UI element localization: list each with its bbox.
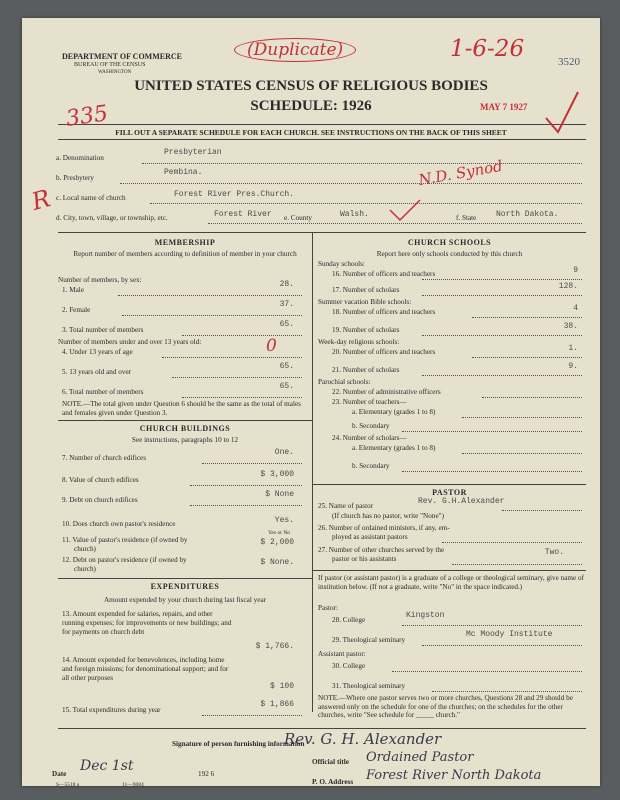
form-number: 3520 bbox=[558, 56, 580, 68]
department-heading: DEPARTMENT OF COMMERCE bbox=[62, 52, 183, 61]
schools-q17-label: 17. Number of scholars bbox=[332, 286, 400, 294]
schools-q17-value: 128. bbox=[558, 282, 578, 291]
expenditures-salaries-label: 13. Amount expended for salaries, repairs, and other running expenses; for improvements or new buildings; and for payments on church debt bbox=[62, 610, 232, 636]
buildings-title: CHURCH BUILDINGS bbox=[139, 424, 231, 433]
membership-under13-label: 4. Under 13 years of age bbox=[62, 348, 133, 356]
po-address-value: Forest River North Dakota bbox=[366, 768, 542, 783]
pastor-q28-value: Kingston bbox=[406, 611, 445, 620]
expenditures-benevolences-label: 14. Amount expended for benevolences, including home and foreign missions; for denominational support; and for all other purposes bbox=[62, 656, 229, 682]
schools-q24b-label: b. Secondary bbox=[352, 462, 390, 470]
state-value: North Dakota. bbox=[496, 210, 559, 219]
city-heading: WASHINGTON bbox=[98, 70, 132, 75]
pastor-q25-value: Rev. G.H.Alexander bbox=[418, 497, 505, 506]
instruction-line: FILL OUT A SEPARATE SCHEDULE FOR EACH CHURCH. SEE INSTRUCTIONS ON THE BACK OF THIS SHEET bbox=[115, 128, 507, 137]
schools-q20-value: 1. bbox=[568, 344, 578, 353]
pastor-q27-label: 27. Number of other churches served by the bbox=[318, 546, 445, 554]
buildings-intro: See instructions, paragraphs 10 to 12 bbox=[131, 436, 239, 444]
schools-q19-label: 19. Number of scholars bbox=[332, 326, 400, 334]
form-code: S—5518 a bbox=[56, 782, 80, 788]
pastor-q25-note: (If church has no pastor, write "None") bbox=[332, 512, 444, 520]
form-subtitle: SCHEDULE: 1926 bbox=[250, 98, 372, 114]
membership-female-value: 37. bbox=[279, 300, 294, 309]
pastor-graduate-instruction: If pastor (or assistant pastor) is a graduate of a college or theological seminary, give name of institution below. (If not a graduate, write "No" in the space indicated.) bbox=[318, 574, 584, 591]
membership-total2-value: 65. bbox=[279, 382, 294, 391]
schools-q16-label: 16. Number of officers and teachers bbox=[332, 270, 436, 278]
date-annotation: 1-6-26 bbox=[450, 36, 525, 62]
expenditures-salaries-value: $ 1,766. bbox=[255, 642, 294, 651]
pastor-heading: Pastor: bbox=[318, 604, 338, 612]
official-title-value: Ordained Pastor bbox=[366, 750, 474, 765]
buildings-debt-label: 9. Debt on church edifices bbox=[62, 496, 138, 504]
pastor-q26-label2: ployed as assistant pastors bbox=[332, 533, 408, 541]
schools-q24a-label: a. Elementary (grades 1 to 8) bbox=[352, 444, 436, 452]
schools-q16-value: 9 bbox=[573, 266, 578, 275]
pastor-q27-label2: pastor or his assistants bbox=[332, 555, 397, 563]
pastor-note: NOTE.—Where one pastor serves two or more churches, Questions 28 and 29 should be answered only on the schedule for one of the churches; on the schedules for the other churches, write "See schedule for _____ church." bbox=[318, 694, 573, 719]
denomination-value: Presbyterian bbox=[164, 148, 222, 157]
buildings-edifices-label: 7. Number of church edifices bbox=[62, 454, 147, 462]
membership-age-heading: Number of members under and over 13 years old: bbox=[58, 338, 202, 346]
city-label: d. City, town, village, or township, etc. bbox=[56, 214, 168, 222]
print-code: 11—9084 bbox=[122, 782, 144, 788]
sunday-schools-heading: Sunday schools: bbox=[318, 260, 365, 268]
presbytery-label: b. Presbytery bbox=[56, 174, 94, 182]
pastor-q29-value: Mc Moody Institute bbox=[466, 630, 553, 639]
buildings-edifices-value: One. bbox=[274, 448, 294, 457]
membership-total-value: 65. bbox=[279, 320, 294, 329]
date-label: Date bbox=[52, 770, 67, 778]
check-mark-icon bbox=[542, 88, 582, 138]
membership-note: NOTE.—The total given under Question 6 should be the same as the total of males and females given under Question 3. bbox=[62, 400, 301, 417]
membership-male-value: 28. bbox=[279, 280, 294, 289]
schools-q23a-label: a. Elementary (grades 1 to 8) bbox=[352, 408, 436, 416]
schools-intro: Report here only schools conducted by this church bbox=[376, 250, 523, 258]
state-label: f. State bbox=[456, 214, 477, 222]
membership-title: MEMBERSHIP bbox=[154, 238, 216, 247]
expenditures-total-value: $ 1,866 bbox=[260, 700, 294, 709]
buildings-value-value: $ 3,000 bbox=[260, 470, 294, 479]
membership-male-label: 1. Male bbox=[62, 286, 84, 294]
left-mark-annotation: R bbox=[28, 184, 54, 216]
buildings-res-value-label: 11. Value of pastor's residence (if owned by bbox=[62, 536, 188, 544]
parochial-schools-heading: Parochial schools: bbox=[318, 378, 371, 386]
buildings-value-label: 8. Value of church edifices bbox=[62, 476, 139, 484]
membership-female-label: 2. Female bbox=[62, 306, 91, 314]
pastor-title: PASTOR bbox=[432, 488, 467, 497]
schools-q18-value: 4 bbox=[573, 304, 578, 313]
presbytery-value: Pembina. bbox=[164, 168, 203, 177]
schools-q23b-label: b. Secondary bbox=[352, 422, 390, 430]
expenditures-benevolences-value: $ 100 bbox=[269, 682, 294, 691]
received-stamp: MAY 7 1927 bbox=[480, 102, 528, 112]
signature-value: Rev. G. H. Alexander bbox=[284, 730, 442, 748]
buildings-debt-value: $ None bbox=[265, 490, 294, 499]
membership-under13-value: 0 bbox=[266, 336, 277, 356]
bureau-heading: BUREAU OF THE CENSUS bbox=[74, 62, 146, 68]
membership-intro: Report number of members according to definition of member in your church bbox=[73, 250, 297, 258]
church-name-value: Forest River Pres.Church. bbox=[174, 190, 295, 199]
pastor-q29-label: 29. Theological seminary bbox=[332, 636, 406, 644]
buildings-residence-label: 10. Does church own pastor's residence bbox=[62, 520, 176, 528]
schools-q21-value: 9. bbox=[568, 362, 578, 371]
po-address-label: P. O. Address bbox=[312, 778, 354, 786]
duplicate-annotation: (Duplicate) bbox=[234, 38, 356, 62]
official-title-label: Official title bbox=[312, 758, 349, 766]
buildings-res-debt-church: church) bbox=[74, 565, 96, 573]
expenditures-total-label: 15. Total expenditures during year bbox=[62, 706, 161, 714]
pastor-q26-label: 26. Number of ordained ministers, if any, em- bbox=[318, 524, 450, 532]
county-check-icon bbox=[388, 198, 422, 224]
schools-q24-label: 24. Number of scholars— bbox=[332, 434, 407, 442]
church-name-label: c. Local name of church bbox=[56, 194, 126, 202]
date-value: Dec 1st bbox=[80, 758, 134, 774]
pastor-q25-label: 25. Name of pastor bbox=[318, 502, 374, 510]
yes-or-no-hint: Yes or No bbox=[268, 530, 291, 536]
census-schedule-form bbox=[22, 18, 600, 786]
county-label: e. County bbox=[284, 214, 312, 222]
weekday-schools-heading: Week-day religious schools: bbox=[318, 338, 400, 346]
expenditures-intro: Amount expended by your church during last fiscal year bbox=[103, 596, 267, 604]
city-value: Forest River bbox=[214, 210, 272, 219]
buildings-residence-value: Yes. bbox=[274, 516, 294, 525]
expenditures-title: EXPENDITURES bbox=[150, 582, 220, 591]
membership-over13-value: 65. bbox=[279, 362, 294, 371]
schools-q19-value: 38. bbox=[563, 322, 578, 331]
schools-q21-label: 21. Number of scholars bbox=[332, 366, 400, 374]
schools-q22-label: 22. Number of administrative officers bbox=[332, 388, 441, 396]
signature-label: Signature of person furnishing information bbox=[172, 740, 305, 748]
county-value: Walsh. bbox=[340, 210, 369, 219]
membership-over13-label: 5. 13 years old and over bbox=[62, 368, 132, 376]
buildings-res-value-value: $ 2,000 bbox=[260, 538, 294, 547]
vacation-schools-heading: Summer vacation Bible schools: bbox=[318, 298, 412, 306]
schools-title: CHURCH SCHOOLS bbox=[407, 238, 492, 247]
buildings-res-debt-value: $ None. bbox=[260, 558, 294, 567]
pastor-q28-label: 28. College bbox=[332, 616, 366, 624]
schools-q23-label: 23. Number of teachers— bbox=[332, 398, 407, 406]
form-title: UNITED STATES CENSUS OF RELIGIOUS BODIES bbox=[134, 78, 488, 94]
assistant-pastor-heading: Assistant pastor: bbox=[318, 650, 366, 658]
buildings-res-debt-label: 12. Debt on pastor's residence (if owned by bbox=[62, 556, 187, 564]
pastor-q27-value: Two. bbox=[544, 548, 564, 557]
membership-total-label: 3. Total number of members bbox=[62, 326, 144, 334]
membership-total2-label: 6. Total number of members bbox=[62, 388, 144, 396]
initials-annotation: N.D. Synod bbox=[417, 156, 504, 190]
membership-by-sex: Number of members, by sex: bbox=[58, 276, 142, 284]
schools-q20-label: 20. Number of officers and teachers bbox=[332, 348, 436, 356]
schools-q18-label: 18. Number of officers and teachers bbox=[332, 308, 436, 316]
buildings-res-value-church: church) bbox=[74, 545, 96, 553]
number-annotation: 335 bbox=[64, 101, 110, 132]
denomination-label: a. Denomination bbox=[56, 154, 104, 162]
pastor-q31-label: 31. Theological seminary bbox=[332, 682, 406, 690]
date-year: 192 6 bbox=[198, 770, 215, 778]
pastor-q30-label: 30. College bbox=[332, 662, 366, 670]
